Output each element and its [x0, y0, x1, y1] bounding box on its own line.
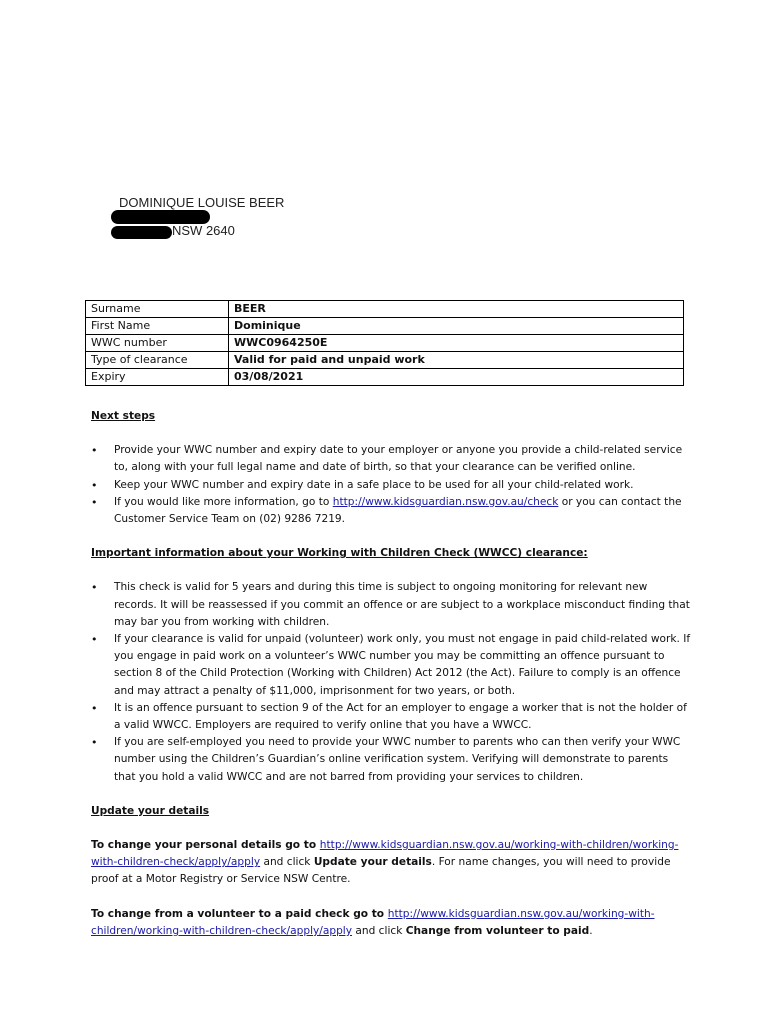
table-row — [86, 318, 684, 335]
important-info-heading: Important information about your Working with Children Check (WWCC) clearance: — [91, 547, 588, 560]
list-item: • It is an offence pursuant to section 9 of the Act for an employer to engage a worker that is not the holder of a valid WWCC. Employers are required to verify online that you have a WWCC. — [91, 700, 691, 734]
apply-link[interactable]: http://www.kidsguardian.nsw.gov.au/working-with-children/working-with-children-check/apply/apply — [91, 839, 679, 869]
table-value: Dominique — [229, 318, 684, 335]
change-to-paid-paragraph — [91, 906, 691, 940]
table-label: WWC number — [86, 335, 229, 352]
clearance-details-table — [85, 300, 684, 386]
table-label: Surname — [86, 301, 229, 318]
table-value: Valid for paid and unpaid work — [229, 352, 684, 369]
update-details-heading: Update your details — [91, 804, 210, 817]
paragraph-text: . — [589, 924, 593, 937]
list-item: • Provide your WWC number and expiry date to your employer or anyone you provide a child-related service to, along with your full legal name and date of birth, so that your clearance can be verified online. — [91, 442, 691, 476]
paragraph-lead: To change your personal details go to — [91, 839, 320, 852]
table-row — [86, 301, 684, 318]
letter-body — [91, 408, 691, 940]
table-value: BEER — [229, 301, 684, 318]
paragraph-text: and click — [352, 924, 406, 937]
list-item: • If you are self-employed you need to provide your WWC number to parents who can then verify your WWC number using the Children’s Guardian’s online verification system. Verifying will demonstrate to parents that you hold a valid WWCC and are not barred from providing your services to children. — [91, 734, 691, 786]
list-item: • If your clearance is valid for unpaid (volunteer) work only, you must not engage in paid child-related work. If you engage in paid work on a volunteer’s WWC number you may be committing an offence pursuant to section 8 of the Child Protection (Working with Children) Act 2012 (the Act). Failure to comply is an offence and may attract a penalty of $11,000, imprisonment for two years, or both. — [91, 631, 691, 700]
list-item-text: If you would like more information, go to — [114, 495, 333, 508]
table-label: First Name — [86, 318, 229, 335]
next-steps-heading: Next steps — [91, 410, 156, 422]
list-item — [91, 494, 691, 528]
list-item: • Keep your WWC number and expiry date in a safe place to be used for all your child-related work. — [91, 477, 691, 494]
update-personal-details-paragraph — [91, 837, 691, 889]
table-row — [86, 369, 684, 386]
table-value: 03/08/2021 — [229, 369, 684, 386]
table-label: Expiry — [86, 369, 229, 386]
paragraph-text: . For name changes, you will need to provide proof at a Motor Registry or Service NSW Centre. — [91, 856, 671, 886]
redaction-mark — [111, 226, 172, 239]
apply-link[interactable]: http://www.kidsguardian.nsw.gov.au/working-with-children/working-with-children-check/apply/apply — [91, 907, 655, 937]
list-item: • This check is valid for 5 years and during this time is subject to ongoing monitoring for relevant new records. It will be reassessed if you commit an offence or are subject to a workplace misconduct finding that may bar you from working with children. — [91, 579, 691, 631]
paragraph-lead: To change from a volunteer to a paid check go to — [91, 907, 388, 920]
important-info-list — [91, 579, 691, 785]
redaction-mark — [111, 210, 210, 224]
table-row — [86, 352, 684, 369]
table-value: WWC0964250E — [229, 335, 684, 352]
kidsguardian-check-link[interactable]: http://www.kidsguardian.nsw.gov.au/check — [332, 495, 559, 508]
paragraph-text: and click — [260, 856, 314, 869]
action-name: Change from volunteer to paid — [405, 924, 590, 937]
recipient-state-postcode: NSW 2640 — [172, 223, 235, 238]
action-name: Update your details — [313, 856, 432, 869]
table-row — [86, 335, 684, 352]
recipient-name: DOMINIQUE LOUISE BEER — [119, 195, 285, 210]
table-label: Type of clearance — [86, 352, 229, 369]
next-steps-list — [91, 442, 691, 528]
list-item-text: or you can contact the Customer Service Team on (02) 9286 7219. — [114, 495, 682, 526]
